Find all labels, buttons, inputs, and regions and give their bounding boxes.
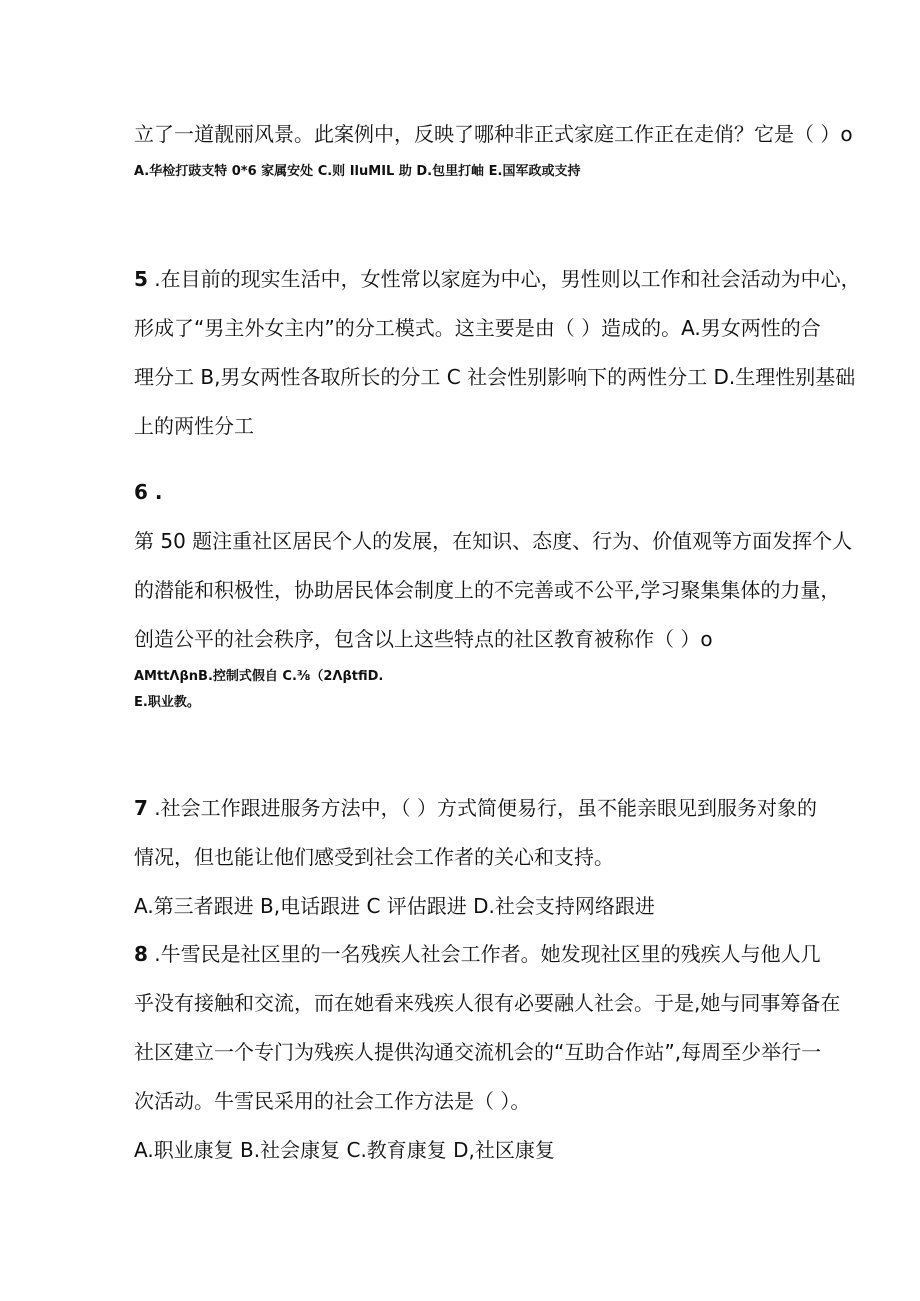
question-7 xyxy=(134,784,817,931)
question-6 xyxy=(134,468,853,716)
question-5 xyxy=(134,255,861,451)
question-8 xyxy=(134,930,841,1175)
question-8-line-1: 8 .牛雪民是社区里的一名残疾人社会工作者。她发现社区里的残疾人与他人几 xyxy=(134,942,821,966)
question-7-number: 7 xyxy=(134,796,148,820)
question-6-options-1: AMttΛβnB.控制式假自 C.⅜（2ΛβtfiD. xyxy=(134,669,384,684)
question-6-line-1: 第 50 题注重社区居民个人的发展，在知识、态度、行为、价值观等方面发挥个人 xyxy=(134,529,853,553)
question-8-line-2: 乎没有接触和交流，而在她看来残疾人很有必要融人社会。于是,她与同事筹备在 xyxy=(134,991,841,1015)
question-7-line-2: 情况，但也能让他们感受到社会工作者的关心和支持。 xyxy=(134,845,614,869)
question-6-number: 6 . xyxy=(134,480,163,504)
question-7-options: A.第三者跟进 B,电话跟进 C 评估跟进 D.社会支持网络跟进 xyxy=(134,894,655,918)
question-7-line-1: 7 .社会工作跟进服务方法中，（ ）方式简便易行，虽不能亲眼见到服务对象的 xyxy=(134,796,817,820)
question-5-line-3: 理分工 B,男女两性各取所长的分工 C 社会性别影响下的两性分工 D.生理性别基础 xyxy=(134,365,856,389)
question-6-line-2: 的潜能和积极性，协助居民体会制度上的不完善或不公平,学习聚集集体的力量， xyxy=(134,578,841,602)
question-5-number: 5 xyxy=(134,267,148,291)
question-4-options: A.华检打豉支特 0*6 家属安处 C.则 IluMIL 助 D.包里打岫 E.国军政或支持 xyxy=(134,164,581,179)
question-5-line-2: 形成了“男主外女主内”的分工模式。这主要是由（ ）造成的。A.男女两性的合 xyxy=(134,316,821,340)
question-8-line-4: 次活动。牛雪民采用的社会工作方法是（ ）。 xyxy=(134,1089,531,1113)
question-6-options-2: E.职业教。 xyxy=(134,695,200,710)
question-6-line-3: 创造公平的社会秩序，包含以上这些特点的社区教育被称作（ ）o xyxy=(134,627,713,651)
question-4 xyxy=(134,110,853,185)
question-8-line-3: 社区建立一个专门为残疾人提供沟通交流机会的“互助合作站”,每周至少举行一 xyxy=(134,1040,822,1064)
question-8-options: A.职业康复 B.社会康复 C.教育康复 D,社区康复 xyxy=(134,1138,555,1162)
question-4-stem: 立了一道靓丽风景。此案例中，反映了哪种非正式家庭工作正在走俏？它是（ ）o xyxy=(134,122,853,146)
question-8-number: 8 xyxy=(134,942,148,966)
question-5-line-4: 上的两性分工 xyxy=(134,414,254,438)
question-5-line-1: 5 .在目前的现实生活中，女性常以家庭为中心，男性则以工作和社会活动为中心， xyxy=(134,267,861,291)
